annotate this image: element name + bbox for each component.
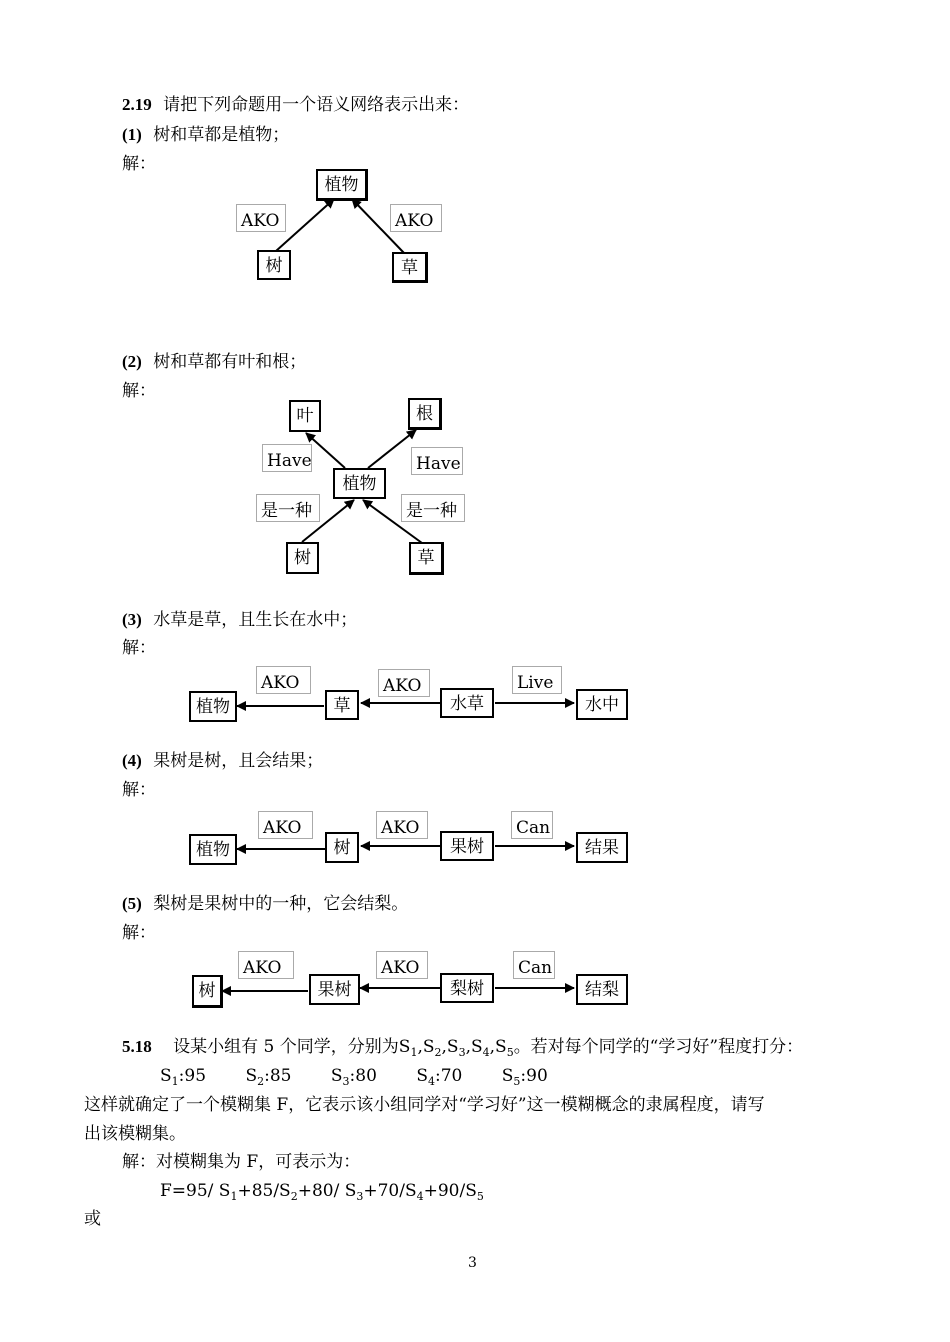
part-text: 树和草都有叶和根；	[153, 352, 307, 372]
score-item: $S_1:95$	[160, 1066, 207, 1088]
part-text: 水草是草，且生长在水中；	[153, 610, 358, 630]
score-item: $S_4:70$	[416, 1066, 463, 1088]
part-2	[122, 351, 306, 373]
score-list	[160, 1065, 548, 1087]
part-text: 梨树是果树中的一种，它会结梨。	[153, 894, 409, 914]
part-number: (5)	[122, 894, 142, 913]
node-tree: 树	[325, 832, 359, 863]
edge-label-ako: AKO	[378, 669, 430, 697]
edge-label-ako: AKO	[390, 204, 442, 232]
fuzzy-set-formula: F=95/ $S_1+85/S_2+80/$ $S_3+70/S_4+90/S_5$	[160, 1181, 484, 1203]
question-text: 请把下列命题用一个语义网络表示出来：	[163, 95, 470, 115]
score-item: $S_5:90$	[501, 1066, 548, 1088]
part-text: 果树是树，且会结果；	[153, 751, 324, 771]
node-in-water: 水中	[576, 689, 628, 720]
question-text-tail: 。若对每个同学的“学习好”程度打分：	[513, 1037, 804, 1057]
node-tree: 树	[286, 542, 319, 574]
node-plant: 植物	[333, 468, 386, 499]
question-number: 5.18	[122, 1037, 152, 1056]
node-grass: 草	[409, 542, 444, 575]
solution-label: 解：	[122, 381, 156, 401]
node-bear-fruit: 结果	[576, 832, 628, 863]
edge-label-ako: AKO	[376, 811, 428, 839]
edge-label-ako: AKO	[238, 951, 294, 979]
part-4	[122, 750, 323, 772]
part-number: (2)	[122, 352, 142, 371]
solution-label: 解：	[122, 638, 156, 658]
node-grass: 草	[392, 252, 428, 283]
edge-label-ako: AKO	[376, 951, 428, 979]
solution-label: 解：	[122, 154, 156, 174]
question-5-18-line1	[122, 1036, 803, 1058]
node-pear-tree: 梨树	[440, 973, 494, 1003]
edge-label-is-a: 是一种	[256, 494, 320, 522]
edge-label-is-a: 是一种	[401, 494, 465, 522]
solution-label: 解：	[122, 923, 156, 943]
question-number: 2.19	[122, 95, 152, 114]
or-text: 或	[84, 1209, 101, 1229]
page-number: 3	[468, 1255, 477, 1271]
node-root: 根	[408, 398, 442, 430]
node-bear-pear: 结梨	[576, 974, 628, 1005]
node-plant: 植物	[189, 834, 237, 865]
node-plant: 植物	[316, 169, 368, 201]
edge-label-live: Live	[512, 666, 562, 694]
score-item: $S_2:85$	[245, 1066, 292, 1088]
node-water-grass: 水草	[440, 688, 494, 718]
node-plant: 植物	[189, 691, 237, 722]
part-text: 树和草都是植物；	[153, 125, 290, 145]
edge-label-have: Have	[262, 444, 312, 472]
part-5	[122, 893, 408, 915]
part-number: (3)	[122, 610, 142, 629]
score-item: $S_3:80$	[330, 1066, 377, 1088]
edge-label-can: Can	[513, 951, 555, 979]
edge-label-have: Have	[411, 447, 463, 475]
edge-label-ako: AKO	[236, 204, 286, 232]
solution-line: 解：对模糊集为 F，可表示为：	[122, 1152, 361, 1172]
edge-label-ako: AKO	[258, 811, 313, 839]
paragraph-line: 出该模糊集。	[84, 1124, 186, 1144]
node-fruit-tree: 果树	[440, 831, 494, 861]
node-grass: 草	[325, 690, 359, 720]
student-set: $S_1,S_2,S_3,S_4,S_5$	[398, 1037, 514, 1059]
paragraph-line: 这样就确定了一个模糊集 F，它表示该小组同学对“学习好”这一模糊概念的隶属程度，请写	[84, 1095, 765, 1115]
solution-label: 解：	[122, 780, 156, 800]
part-3	[122, 609, 357, 631]
node-tree: 树	[192, 975, 223, 1008]
node-fruit-tree: 果树	[309, 974, 360, 1005]
part-number: (1)	[122, 125, 142, 144]
question-text: 设某小组有 5 个同学，分别为	[173, 1037, 399, 1057]
edge-label-ako: AKO	[256, 666, 311, 694]
node-tree: 树	[257, 250, 291, 280]
edge-label-can: Can	[511, 811, 553, 839]
part-number: (4)	[122, 751, 142, 770]
node-leaf: 叶	[289, 400, 321, 432]
